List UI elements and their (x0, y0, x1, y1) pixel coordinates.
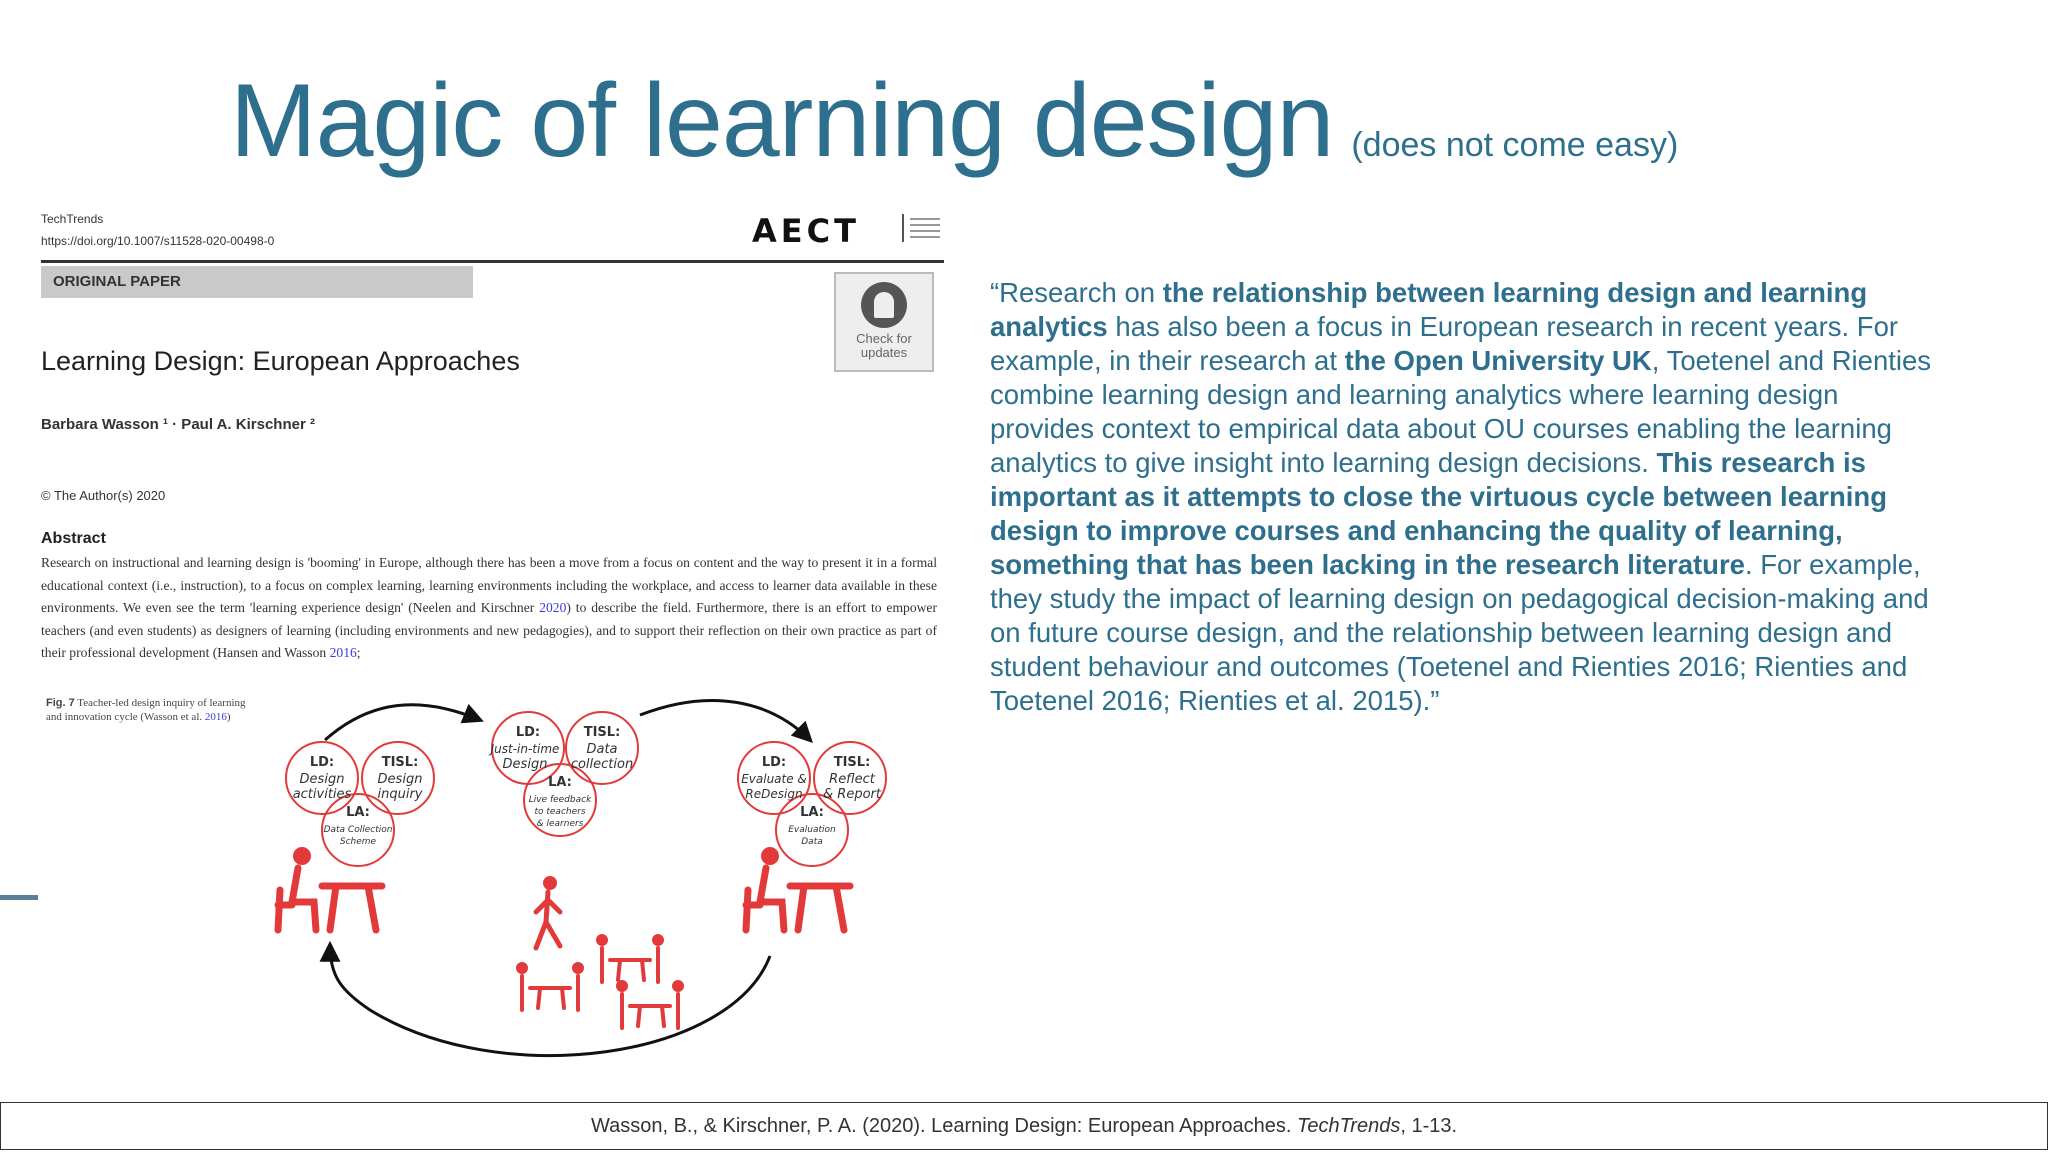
figure-caption-label: Fig. 7 (46, 697, 75, 709)
walking-teacher-icon (536, 876, 560, 948)
cycle-arrow-2 (640, 700, 810, 740)
c2-la-line: Live feedback (528, 795, 592, 805)
reference-footer (0, 1102, 2048, 1150)
c2-tisl-label: TISL: (583, 725, 621, 740)
reference-pages: , 1-13. (1400, 1115, 1458, 1137)
section-band: ORIGINAL PAPER (41, 266, 473, 298)
c1-ld-label: LD: (309, 755, 335, 770)
aect-logo: AECT (752, 212, 860, 250)
quote-run: , Toetenel and Rienties combine learning design and learning analytics where learning design provides context to empirical data about OU courses enabling the learning analytics to give insight into learning design decisions. (990, 345, 1932, 478)
learning-cycle-diagram (30, 200, 946, 1080)
slide-title-subtitle: (does not come easy) (1351, 126, 1679, 164)
quote-run: has also been a focus in European research in recent years. For example, in their research at (990, 311, 1899, 376)
c3-ld-line: ReDesign (745, 787, 803, 801)
check-updates-label: Check for updates (856, 331, 912, 360)
c1-ld-line: activities (292, 787, 352, 802)
quote-run: “Research on (990, 277, 1163, 308)
quote-emphasis: This research is important as it attempts to close the virtuous cycle between learning design to improve courses and enhancing the quality of learning, something that has been lacking in the research literature (990, 447, 1888, 580)
c2-ld-label: LD: (515, 725, 541, 740)
reference-journal: TechTrends (1296, 1115, 1401, 1137)
c2-la-line: & learners (536, 819, 584, 829)
c3-tisl-label: TISL: (833, 755, 871, 770)
c3-la-line: Evaluation (788, 825, 836, 835)
cycle-arrow-3 (330, 945, 770, 1056)
paper-journal: TechTrends (41, 212, 104, 226)
c1-ld-line: Design (299, 772, 345, 787)
teacher-desk-icon (746, 847, 850, 930)
c3-ld-line: Evaluate & (741, 772, 807, 786)
paper-authors: Barbara Wasson ¹ · Paul A. Kirschner ² (41, 416, 315, 433)
quote-emphasis: the relationship between learning design and learning analytics (990, 277, 1868, 342)
c2-la-label: LA: (548, 775, 572, 790)
paper-title: Learning Design: European Approaches (41, 346, 520, 376)
abstract-part: ; (356, 645, 361, 660)
c2-ld-line: Just-in-time (490, 742, 560, 756)
c2-ld-line: Design (502, 757, 548, 772)
abstract-citation: 2016 (329, 645, 357, 660)
c3-tisl-line: Reflect (829, 772, 875, 787)
abstract-part: Research on instructional and learning design is 'booming' in Europe, although there has been a move from a focus on content and the way to present it in a formal educational context (i.e., instruction), to a focus on complex learning, learning environments including the workplace, and access to learner data available in these environments. We even see the term 'learning experience design' (Neelen and Kirschner (41, 555, 937, 615)
figure-caption-end: ) (226, 711, 231, 723)
c1-la-line: Scheme (339, 837, 377, 847)
quote-emphasis: the Open University UK (1344, 345, 1652, 376)
c1-la-line: Data Collection (323, 825, 393, 835)
slide-title (230, 62, 1678, 181)
c1-tisl-line: inquiry (377, 787, 423, 802)
student-groups-icon (518, 936, 682, 1028)
c2-tisl-line: Data (586, 742, 618, 757)
cycle-arrow-1 (325, 705, 480, 740)
paper-doi: https://doi.org/10.1007/s11528-020-00498-0 (41, 234, 275, 248)
slide-title-main: Magic of learning design (230, 63, 1334, 179)
c3-la-line: Data (801, 837, 823, 847)
side-accent-mark (0, 895, 38, 900)
paper-copyright: © The Author(s) 2020 (41, 488, 166, 503)
c2-tisl-line: collection (570, 757, 634, 772)
teacher-desk-icon (278, 847, 382, 930)
figure-caption-text: Teacher-led design inquiry of learning and innovation cycle (Wasson et al. (46, 697, 246, 723)
c3-ld-label: LD: (761, 755, 787, 770)
paper-figure (30, 200, 946, 1080)
c1-la-label: LA: (346, 805, 370, 820)
figure-caption-citation: 2016 (204, 711, 227, 723)
c3-tisl-line: & Report (823, 787, 881, 802)
quote-text (990, 276, 1940, 718)
quote-run: . For example, they study the impact of learning design on pedagogical decision-making and on future course design, and the relationship between learning design and student behaviour and outcomes (Toetenel and Rienties 2016; Rienties and Toetenel 2016; Rienties et al. 2015).” (990, 549, 1929, 716)
abstract-heading: Abstract (41, 530, 106, 547)
reference-text: Wasson, B., & Kirschner, P. A. (2020). Learning Design: European Approaches. (590, 1115, 1297, 1137)
c1-tisl-line: Design (377, 772, 423, 787)
abstract-part: ) to describe the field. Furthermore, there is an effort to empower teachers (and even students) as designers of learning (including environments and new pedagogies), and to support their reflection on their own practice as part of their professional development (Hansen and Wasson (41, 600, 937, 660)
c3-la-label: LA: (800, 805, 824, 820)
c2-la-line: to teachers (534, 807, 586, 817)
c1-tisl-label: TISL: (381, 755, 419, 770)
abstract-citation: 2020 (539, 600, 567, 615)
